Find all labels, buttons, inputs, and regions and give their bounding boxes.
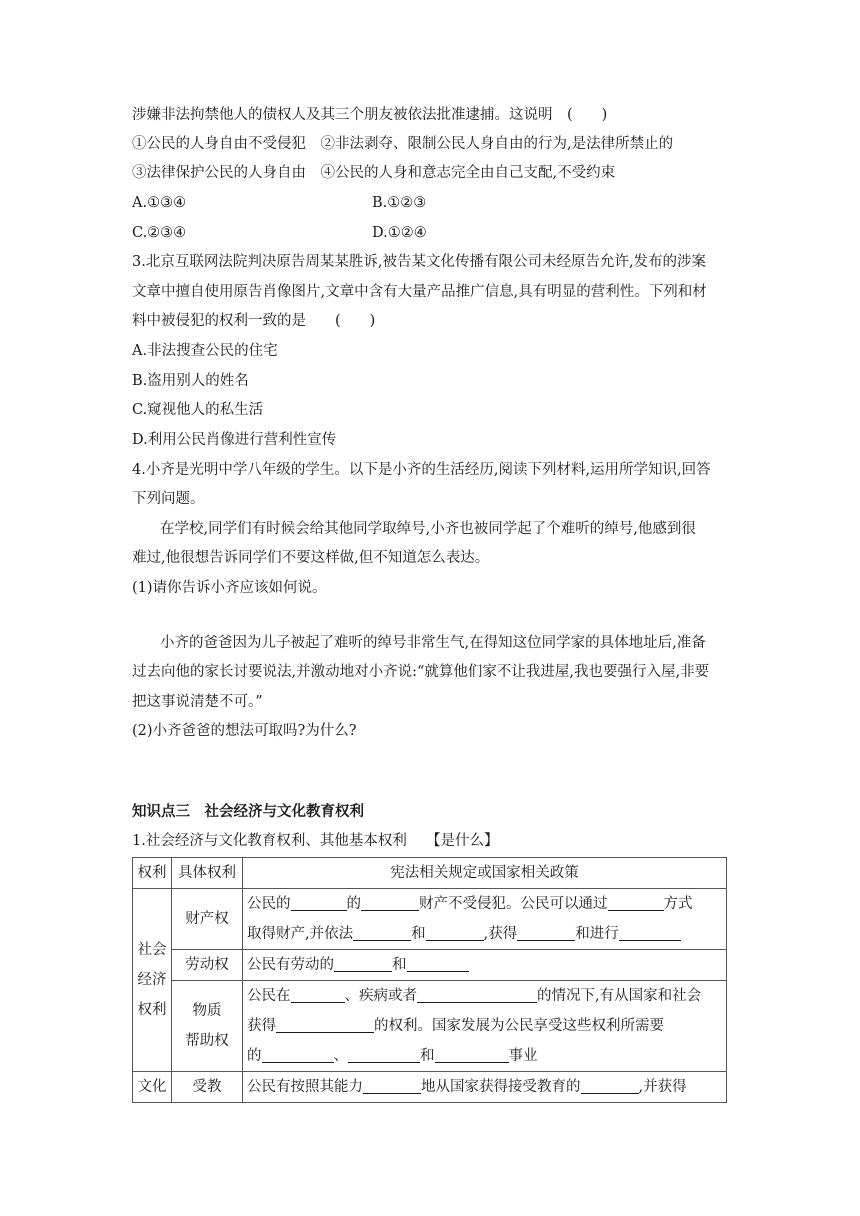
q4-material-2-line-1: 小齐的爸爸因为儿子被起了难听的绰号非常生气,在得知这位同学家的具体地址后,准备 [160,635,706,651]
cell-text: 和 [420,1048,435,1064]
right-name-line: 物质 [192,1003,222,1019]
q2-choice-b: B.①②③ [372,195,427,211]
cell-text: 、疾病或者 [344,988,417,1004]
fill-blank[interactable] [407,955,469,972]
right-name-cell: 受教 [172,1072,243,1103]
table-header-row [133,858,727,889]
fill-blank[interactable] [608,894,664,911]
q3-option-a: A.非法搜查公民的住宅 [132,343,278,359]
q3-option-b: B.盗用别人的姓名 [132,373,249,389]
fill-blank[interactable] [334,955,392,972]
header-cell: 权利 [133,858,172,889]
right-name-cell [172,981,243,1072]
header-cell: 宪法相关规定或国家相关政策 [243,858,727,889]
q2-options-line-1: ①公民的人身自由不受侵犯 ②非法剥夺、限制公民人身自由的行为,是法律所禁止的 [132,136,674,152]
table-row [133,981,727,1072]
q4-material-2-line-2: 过去向他的家长讨要说法,并激动地对小齐说:“就算他们家不让我进屋,我也要强行入屋,非要 [132,664,710,680]
fill-blank[interactable] [581,1077,639,1094]
q4-stem-line-2: 下列问题。 [132,491,205,507]
cell-text: 和进行 [575,926,619,942]
right-description-cell [243,981,727,1072]
right-description-cell [243,950,727,981]
cell-text: 的 [247,1048,262,1064]
q4-material-2-line-3: 把这事说清楚不可。” [132,694,263,710]
right-name-cell: 财产权 [172,889,243,950]
fill-blank[interactable] [291,894,347,911]
q3-option-c: C.窥视他人的私生活 [132,402,264,418]
cell-text: 和 [411,926,426,942]
cell-text: 公民有劳动的 [247,957,334,973]
q4-subquestion-1: (1)请你告诉小齐应该如何说。 [132,580,327,596]
fill-blank[interactable] [426,924,484,941]
cell-text: 的情况下,有从国家和社会 [537,988,702,1004]
table-row [133,889,727,950]
cell-text: ,获得 [483,926,518,942]
q4-subquestion-2: (2)小齐爸爸的想法可取吗?为什么? [132,723,357,739]
right-name-line: 帮助权 [185,1033,229,1049]
category-label: 权利 [137,1002,167,1018]
cell-text: 地从国家获得接受教育的 [421,1079,581,1095]
category-label: 经济 [137,972,167,988]
cell-text: 公民的 [247,896,291,912]
section-subtitle: 1.社会经济与文化教育权利、其他基本权利 【是什么】 [132,833,499,849]
q2-choice-d: D.①②④ [372,225,427,241]
table-row [133,1072,727,1103]
cell-text: 取得财产,并依法 [247,926,354,942]
fill-blank[interactable] [619,924,681,941]
cell-text: 、 [333,1048,348,1064]
cell-text: 财产不受侵犯。公民可以通过 [419,896,608,912]
section-heading: 知识点三 社会经济与文化教育权利 [132,804,364,820]
header-cell: 具体权利 [172,858,243,889]
q4-material-1-line-1: 在学校,同学们有时候会给其他同学取绰号,小齐也被同学起了个难听的绰号,他感到很 [160,521,696,537]
fill-blank[interactable] [361,894,419,911]
cell-text: 公民在 [247,988,291,1004]
table-row [133,950,727,981]
cell-text: 和 [392,957,407,973]
cell-text: ,并获得 [638,1079,687,1095]
fill-blank[interactable] [276,1016,374,1033]
fill-blank[interactable] [417,986,537,1003]
cell-text: 方式 [663,896,693,912]
cell-text: 获得 [247,1018,276,1034]
right-description-cell [243,889,727,950]
rights-table [132,857,727,1103]
q2-choice-c: C.②③④ [132,225,187,241]
q4-stem-line-1: 4.小齐是光明中学八年级的学生。以下是小齐的生活经历,阅读下列材料,运用所学知识,回答 [132,462,711,478]
cell-text: 的权利。国家发展为公民享受这些权利所需要 [374,1018,664,1034]
cell-text: 公民有按照其能力 [247,1079,363,1095]
right-name-cell: 劳动权 [172,950,243,981]
fill-blank[interactable] [517,924,575,941]
fill-blank[interactable] [353,924,411,941]
fill-blank[interactable] [363,1077,421,1094]
q2-choice-a: A.①③④ [132,195,187,211]
category-label: 社会 [137,942,167,958]
right-description-cell [243,1072,727,1103]
q3-stem-line-2: 文章中擅自使用原告肖像图片,文章中含有大量产品推广信息,具有明显的营利性。下列和材 [132,284,707,300]
q4-material-1-line-2: 难过,他很想告诉同学们不要这样做,但不知道怎么表达。 [132,550,490,566]
fill-blank[interactable] [435,1046,509,1063]
q2-stem: 涉嫌非法拘禁他人的债权人及其三个朋友被依法批准逮捕。这说明 ( ) [132,107,608,123]
category-cell-social-economic [133,889,172,1072]
fill-blank[interactable] [348,1046,420,1063]
q2-options-line-2: ③法律保护公民的人身自由 ④公民的人身和意志完全由自己支配,不受约束 [132,165,616,181]
fill-blank[interactable] [291,986,345,1003]
q3-stem-line-1: 3.北京互联网法院判决原告周某某胜诉,被告某文化传播有限公司未经原告允许,发布的涉案 [132,254,707,270]
q3-option-d: D.利用公民肖像进行营利性宣传 [132,432,337,448]
category-cell-culture: 文化 [133,1072,172,1103]
cell-text: 的 [346,896,361,912]
cell-text: 事业 [508,1048,538,1064]
fill-blank[interactable] [262,1046,334,1063]
q3-stem-line-3: 料中被侵犯的权利一致的是 ( ) [132,313,376,329]
